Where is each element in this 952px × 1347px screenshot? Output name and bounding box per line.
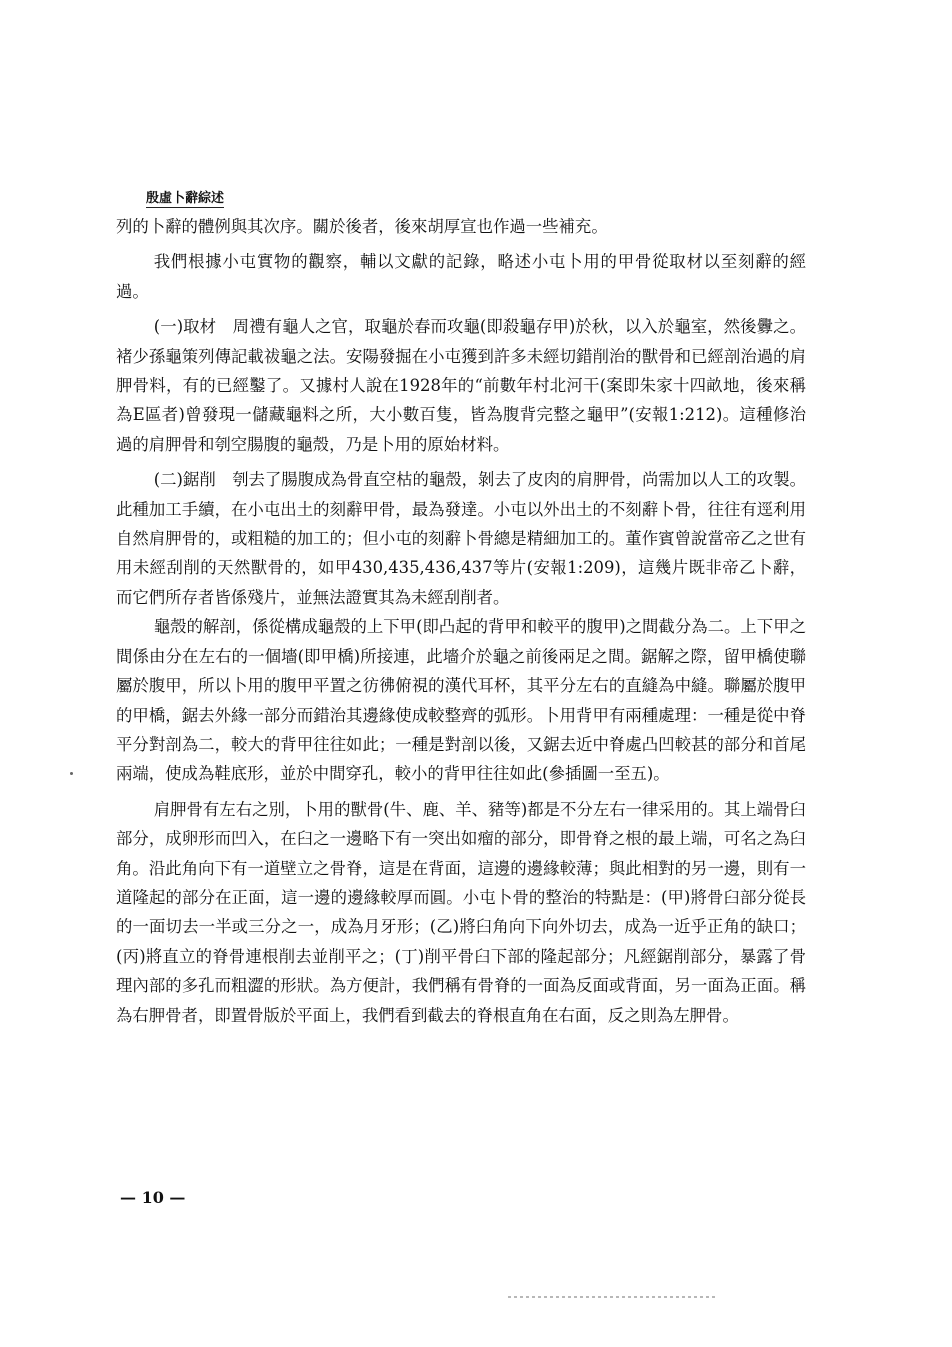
paragraph-turtle-shell-dissection: 龜殼的解剖，係從構成龜殼的上下甲(即凸起的背甲和較平的腹甲)之間截分為二。上下甲之間係由分在左右的一個墻(即甲橋)所接連，此墻介於龜之前後兩足之間。鋸解之際，留甲橋使聯屬於腹甲，所以卜用的腹甲平置之彷彿俯視的漢代耳杯，其平分左右的直縫為中縫。聯屬於腹甲的甲橋，鋸去外緣一部分而錯治其邊緣使成較整齊的弧形。卜用背甲有兩種處理：一種是從中脊平分對剖為二，較大的背甲往往如此；一種是對剖以後，又鋸去近中脊處凸凹較甚的部分和首尾兩端，使成為鞋底形，並於中間穿孔，較小的背甲往往如此(參插圖一至五)。 [116,617,806,784]
paragraph-material-selection: (一)取材 周禮有龜人之官，取龜於春而攻龜(即殺龜存甲)於秋，以入於龜室，然後釁之。褚少孫龜策列傳記載祓龜之法。安陽發掘在小屯獲到許多未經切錯削治的獸骨和已經剖治過的肩胛骨料，有的已經鑿了。又據村人說在1928年的“前數年村北河干(案即朱家十四畝地，後來稱為E區者)曾發現一儲藏龜料之所，大小數百隻，皆為腹背完整之龜甲”(安報1:212)。這種修治過的肩胛骨和刳空腸腹的龜殼，乃是卜用的原始材料。 [116,317,806,454]
scan-artifact-line [508,1296,718,1298]
paragraph-continuation: 列的卜辭的體例與其次序。關於後者，後來胡厚宣也作過一些補充。 [116,217,608,236]
paragraph-scapula-preparation: 肩胛骨有左右之別，卜用的獸骨(牛、鹿、羊、豬等)都是不分左右一律采用的。其上端骨臼部分，成卵形而凹入，在臼之一邊略下有一突出如瘤的部分，即骨脊之根的最上端，可名之為臼角。沿此角向下有一道壁立之骨脊，這是在背面，這邊的邊緣較薄；與此相對的另一邊，則有一道隆起的部分在正面，這一邊的邊緣較厚而圓。小屯卜骨的整治的特點是：(甲)將骨臼部分從長的一面切去一半或三分之一，成為月牙形；(乙)將臼角向下向外切去，成為一近乎正角的缺口；(丙)將直立的脊骨連根削去並削平之；(丁)削平骨臼下部的隆起部分；凡經鋸削部分，暴露了骨理內部的多孔而粗澀的形狀。為方便計，我們稱有骨脊的一面為反面或背面，另一面為正面。稱為右胛骨者，即置骨版於平面上，我們看到截去的脊根直角在右面，反之則為左胛骨。 [116,799,806,1025]
page-number: — 10 — [120,1188,186,1207]
paragraph-sawing-and-cutting: (二)鋸削 刳去了腸腹成為骨直空枯的龜殼，剝去了皮肉的肩胛骨，尚需加以人工的攻製。此種加工手續，在小屯出土的刻辭甲骨，最為發達。小屯以外出土的不刻辭卜骨，往往有逕利用自然肩胛骨的，或粗糙的加工的；但小屯的刻辭卜骨總是精細加工的。董作賓曾說當帝乙之世有用未經刮削的天然獸骨的，如甲430,435,436,437等片(安報1:209)，這幾片既非帝乙卜辭，而它們所存者皆係殘片，並無法證實其為未經刮削者。 [116,470,806,607]
running-head: 殷虛卜辭綜述 [146,187,224,208]
scan-speck [70,772,73,775]
paragraph-overview: 我們根據小屯實物的觀察，輔以文獻的記錄，略述小屯卜用的甲骨從取材以至刻辭的經過。 [116,252,806,301]
body-text [116,212,806,1030]
